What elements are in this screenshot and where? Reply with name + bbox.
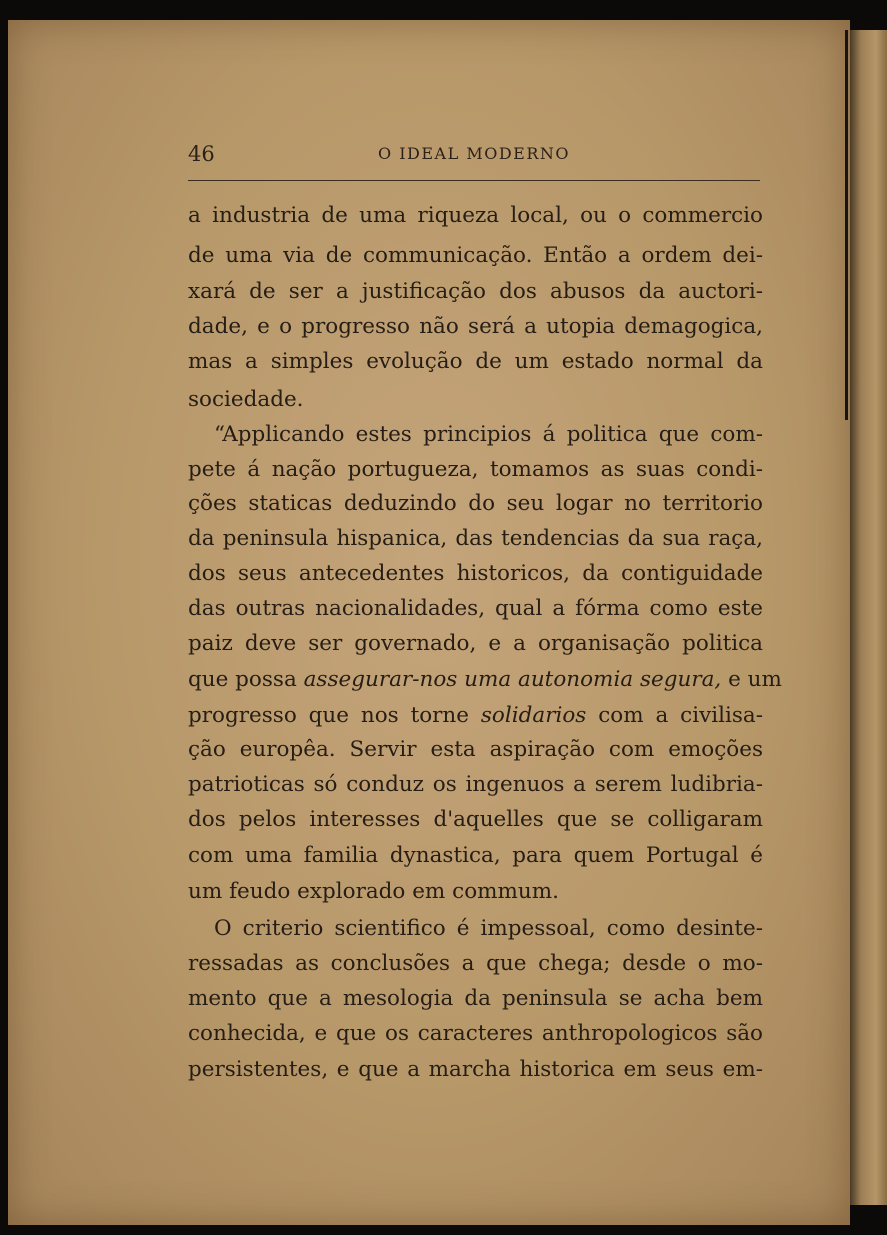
text-line: com uma familia dynastica, para quem Portugal é [188, 843, 763, 868]
text-line: patrioticas só conduz os ingenuos a serem ludibria- [188, 772, 763, 797]
text-line: mento que a mesologia da peninsula se acha bem [188, 986, 763, 1011]
text-line: de uma via de communicação. Então a ordem dei- [188, 243, 763, 268]
text-line-with-italic [188, 700, 763, 732]
text-line: pete á nação portugueza, tomamos as suas condi- [188, 457, 763, 482]
text-line: sociedade. [188, 387, 304, 412]
text-line: ressadas as conclusões a que chega; desde o mo- [188, 951, 763, 976]
text-line: um feudo explorado em commum. [188, 879, 559, 904]
text-line: mas a simples evolução de um estado normal da [188, 349, 763, 374]
text-line: ções staticas deduzindo do seu logar no territorio [188, 491, 763, 516]
text-line: paiz deve ser governado, e a organisação politica [188, 631, 763, 656]
spine-shadow [845, 30, 848, 420]
text-line: dos pelos interesses d'aquelles que se colligaram [188, 807, 763, 832]
italic-run: solidarios [480, 703, 587, 728]
header-rule [188, 180, 760, 181]
text-run: que possa [188, 667, 304, 692]
text-run: com a civilisa- [586, 703, 763, 728]
text-line: da peninsula hispanica, das tendencias da sua raça, [188, 526, 763, 551]
text-line: ção europêa. Servir esta aspiração com emoções [188, 737, 763, 762]
page-header [188, 138, 760, 176]
text-run: e um [721, 667, 782, 692]
text-line: conhecida, e que os caracteres anthropologicos são [188, 1021, 763, 1046]
text-line-with-italic [188, 664, 782, 696]
text-line: dade, e o progresso não será a utopia demagogica, [188, 314, 763, 339]
page-edge-stack [850, 30, 887, 1205]
text-line: “Applicando estes principios á politica que com- [214, 422, 763, 447]
text-line: xará de ser a justificação dos abusos da auctori- [188, 279, 763, 304]
text-line: dos seus antecedentes historicos, da contiguidade [188, 561, 763, 586]
text-line: O criterio scientifico é impessoal, como desinte- [214, 916, 763, 941]
text-line: das outras nacionalidades, qual a fórma como este [188, 596, 763, 621]
page-number: 46 [188, 142, 215, 166]
italic-run: assegurar-nos uma autonomia segura, [303, 667, 722, 692]
running-title: O IDEAL MODERNO [378, 144, 570, 163]
text-line: a industria de uma riqueza local, ou o commercio [188, 203, 763, 228]
text-line: persistentes, e que a marcha historica em seus em- [188, 1057, 763, 1082]
text-run: progresso que nos torne [188, 703, 481, 728]
